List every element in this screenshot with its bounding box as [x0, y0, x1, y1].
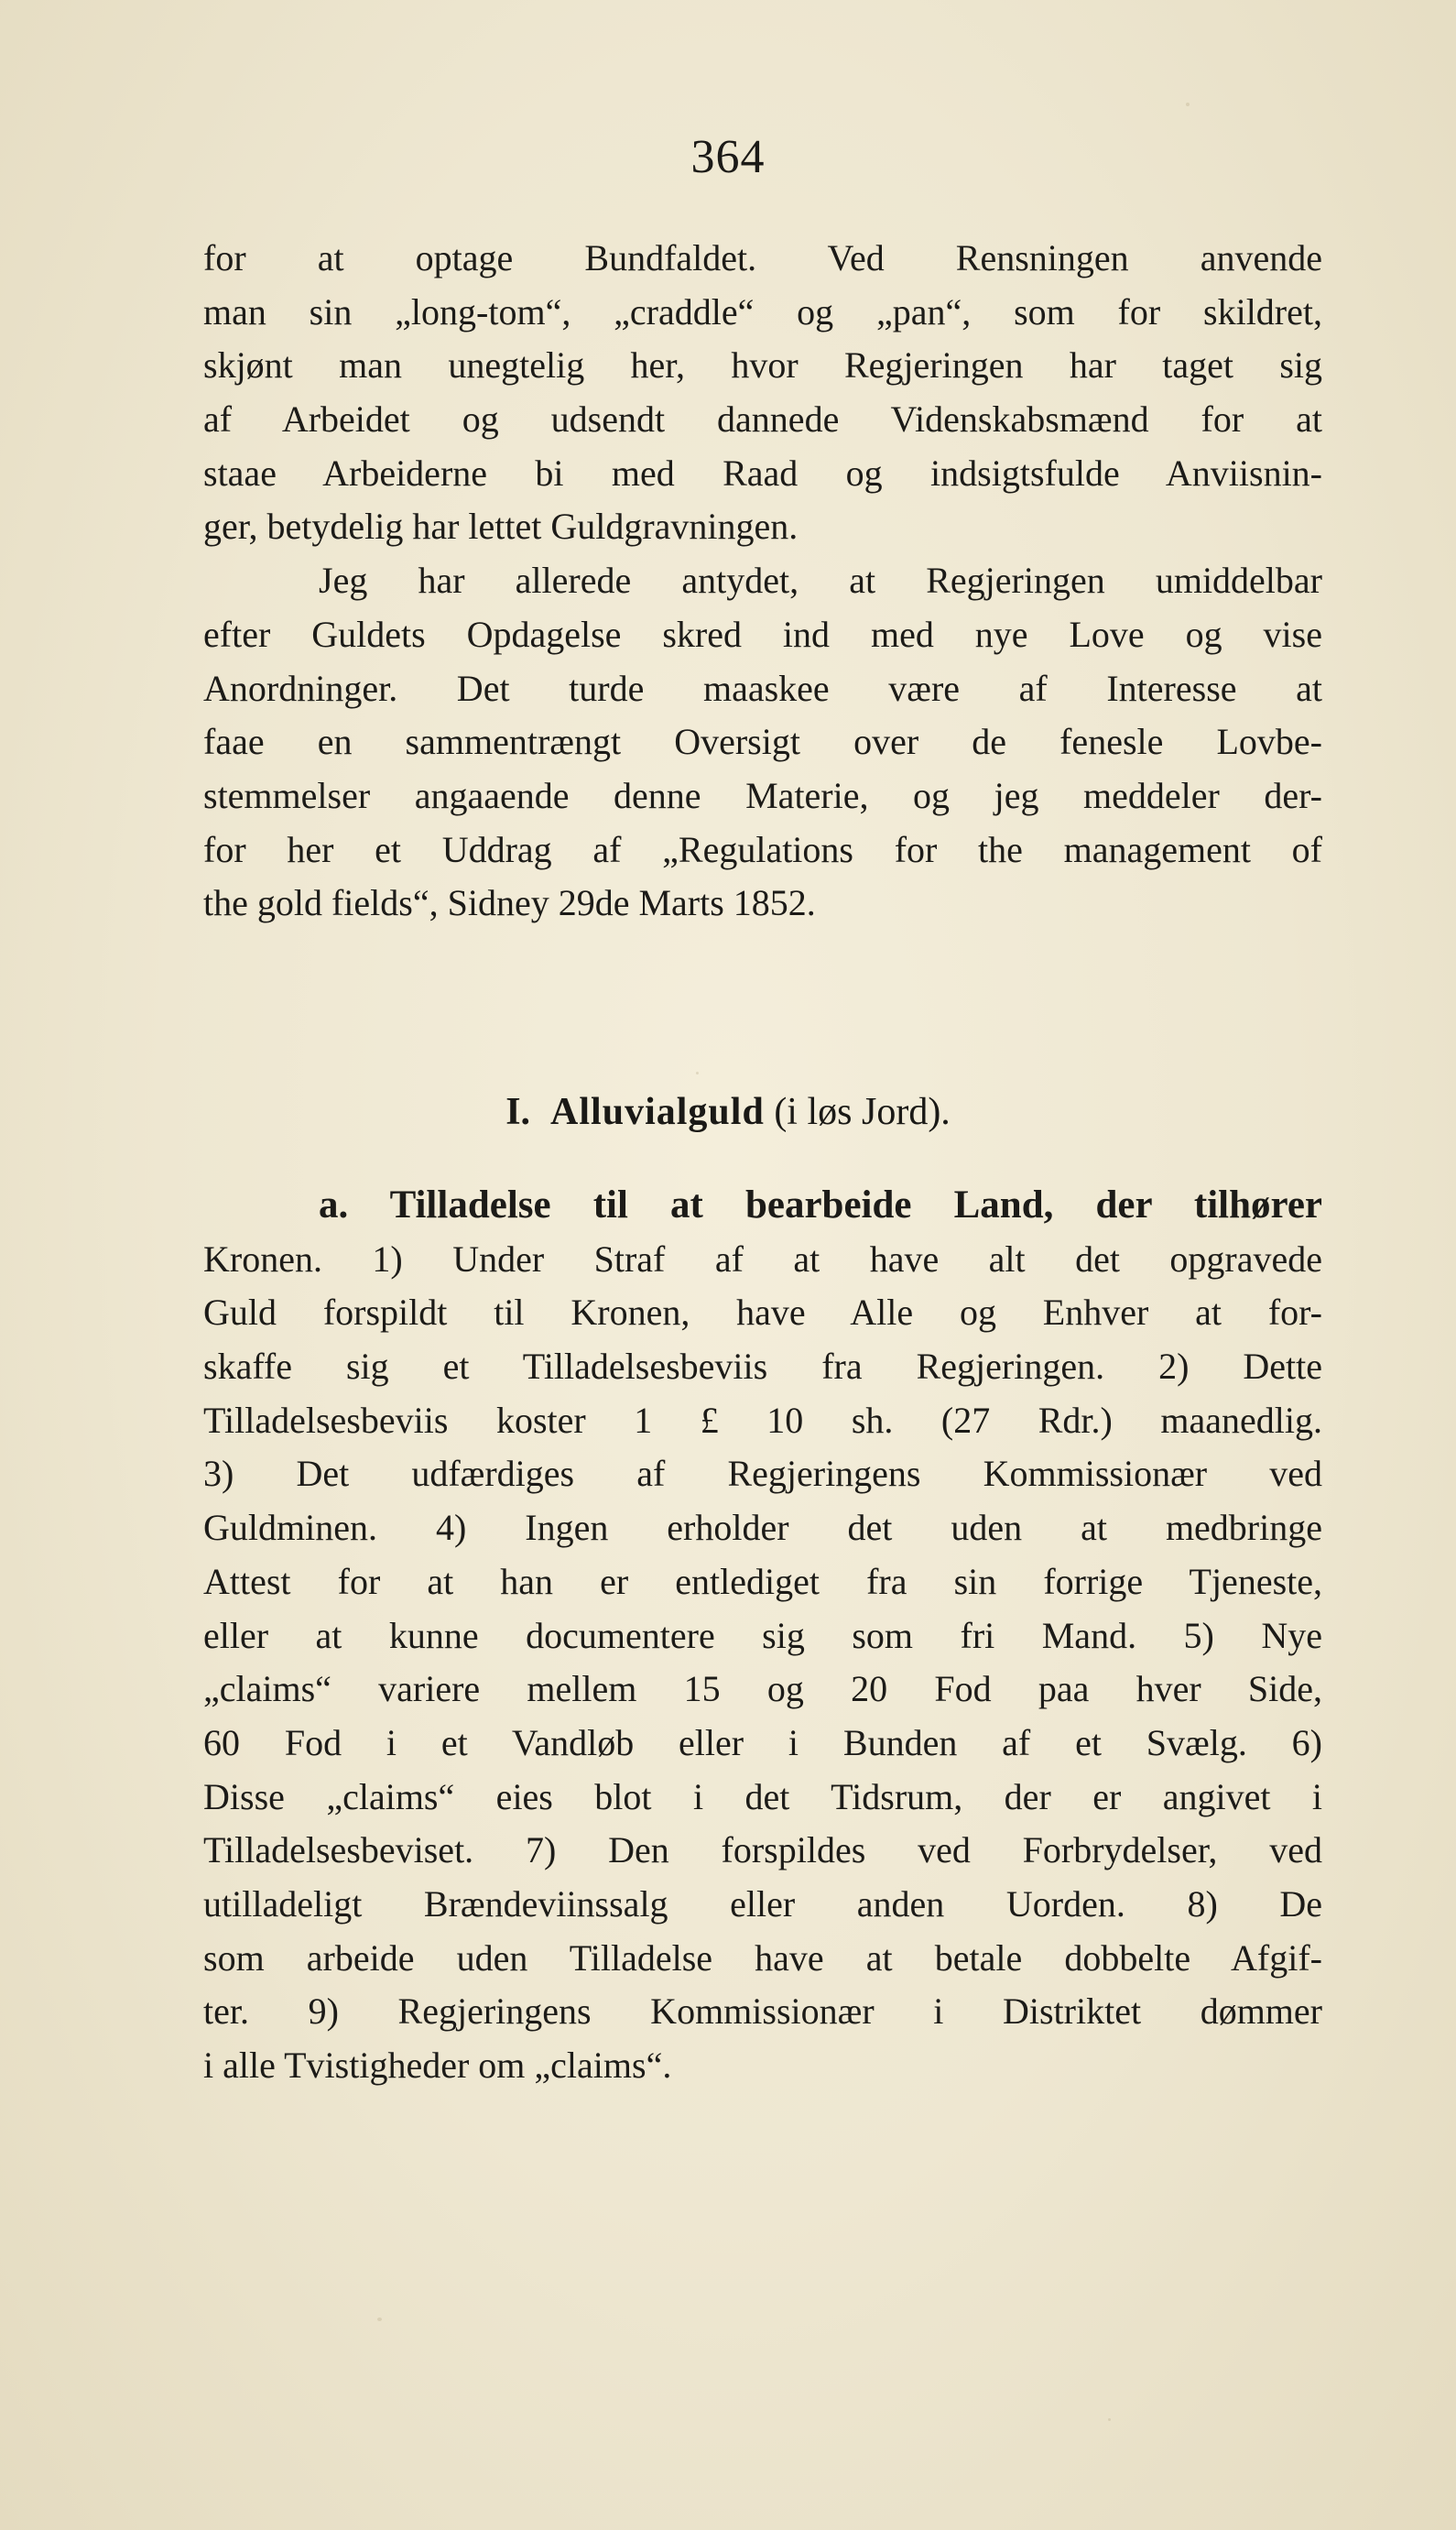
- text-line: skjønt man unegtelig her, hvor Regjeringen har taget sig: [203, 344, 1322, 387]
- section-title: Alluvialguld: [550, 1091, 765, 1133]
- subsection-title-line: a. Tilladelse til at bearbeide Land, der tilhører: [319, 1183, 1322, 1227]
- text-line: 60 Fod i et Vandløb eller i Bunden af et Svælg. 6): [203, 1721, 1322, 1763]
- text-line: Jeg har allerede antydet, at Regjeringen umiddelbar: [319, 560, 1322, 602]
- paper-speck: [696, 1072, 699, 1074]
- page-number: 364: [690, 131, 766, 183]
- section-heading: [0, 1090, 1456, 1145]
- text-line: Guldminen. 4) Ingen erholder det uden at medbringe: [203, 1507, 1322, 1549]
- text-line: som arbeide uden Tilladelse have at betale dobbelte Afgif-: [203, 1936, 1322, 1979]
- text-line: efter Guldets Opdagelse skred ind med nye Love og vise: [203, 613, 1322, 655]
- text-line: i alle Tvistigheder om „claims“.: [203, 2045, 672, 2086]
- paper-speck: [377, 2317, 382, 2321]
- text-line: faae en sammentrængt Oversigt over de fenesle Lovbe-: [203, 721, 1322, 763]
- text-line: ger, betydelig har lettet Guldgravningen.: [203, 506, 799, 548]
- text-line: Tilladelsesbeviis koster 1 £ 10 sh. (27 Rdr.) maanedlig.: [203, 1399, 1322, 1441]
- section-numeral: I.: [505, 1091, 531, 1133]
- text-line: stemmelser angaaende denne Materie, og jeg meddeler der-: [203, 774, 1322, 816]
- text-line: Guld forspildt til Kronen, have Alle og Enhver at for-: [203, 1292, 1322, 1334]
- paper-speck: [1108, 2418, 1111, 2421]
- intro-paragraphs: [203, 232, 1322, 931]
- text-line: man sin „long-tom“, „craddle“ og „pan“, som for skildret,: [203, 290, 1322, 333]
- text-line: for her et Uddrag af „Regulations for the management of: [203, 828, 1322, 870]
- text-line: Disse „claims“ eies blot i det Tidsrum, der er angivet i: [203, 1775, 1322, 1817]
- text-line: 3) Det udfærdiges af Regjeringens Kommissionær ved: [203, 1453, 1322, 1495]
- text-line: Attest for at han er entlediget fra sin forrige Tjeneste,: [203, 1560, 1322, 1602]
- subsection-paragraph: [203, 1179, 1322, 2093]
- paper-speck: [1186, 103, 1190, 106]
- text-line: staae Arbeiderne bi med Raad og indsigtsfulde Anviisnin-: [203, 452, 1322, 494]
- text-line: ter. 9) Regjeringens Kommissionær i Distriktet dømmer: [203, 1990, 1322, 2033]
- text-line: af Arbeidet og udsendt dannede Videnskabsmænd for at: [203, 398, 1322, 441]
- text-line: „claims“ variere mellem 15 og 20 Fod paa hver Side,: [203, 1668, 1322, 1710]
- text-line: Kronen. 1) Under Straf af at have alt det opgravede: [203, 1238, 1322, 1280]
- text-line: for at optage Bundfaldet. Ved Rensningen anvende: [203, 237, 1322, 278]
- text-line: skaffe sig et Tilladelsesbeviis fra Regjeringen. 2) Dette: [203, 1346, 1322, 1388]
- text-line: Anordninger. Det turde maaskee være af Interesse at: [203, 667, 1322, 709]
- text-line: eller at kunne documentere sig som fri Mand. 5) Nye: [203, 1614, 1322, 1656]
- section-subtitle: (i løs Jord).: [774, 1091, 951, 1133]
- text-line: Tilladelsesbeviset. 7) Den forspildes ved Forbrydelser, ved: [203, 1829, 1322, 1871]
- text-line: the gold fields“, Sidney 29de Marts 1852.: [203, 882, 816, 924]
- text-line: utilladeligt Brændeviinssalg eller anden Uorden. 8) De: [203, 1882, 1322, 1925]
